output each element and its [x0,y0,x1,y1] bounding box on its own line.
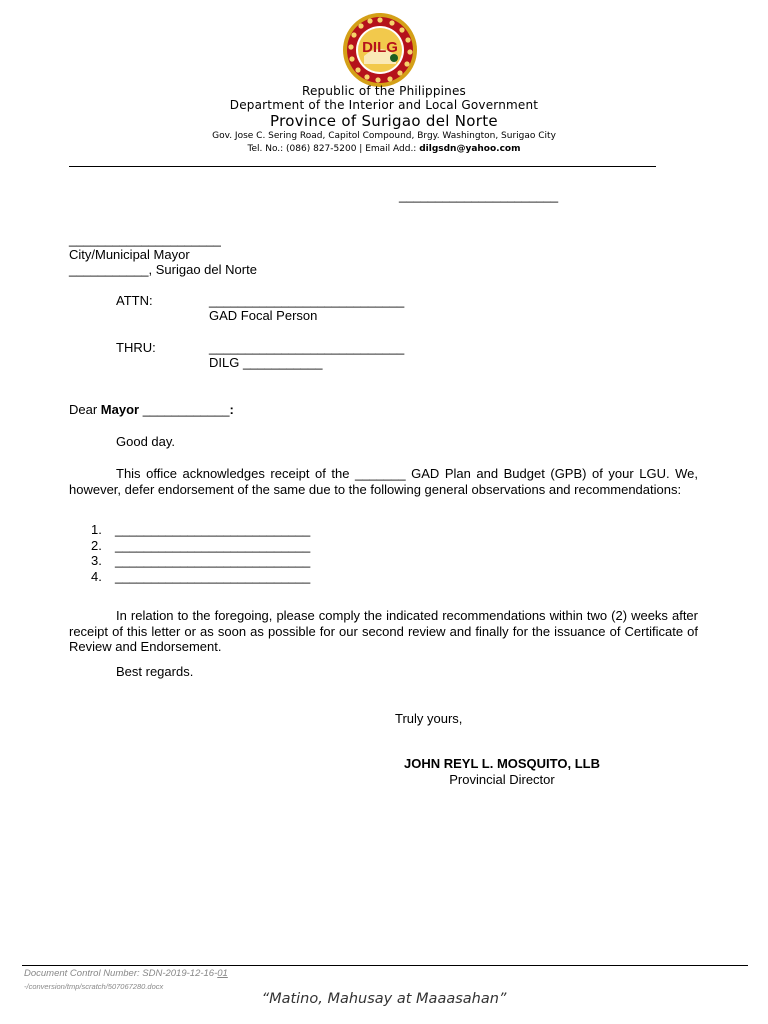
list-blank: ___________________________ [115,537,311,553]
date-blank: ______________________ [399,188,559,203]
attn-label: ATTN: [116,293,153,308]
salutation-prefix: Dear [69,402,101,417]
signatory-name: JOHN REYL L. MOSQUITO, LLB [404,756,600,771]
department-line: Department of the Interior and Local Government [229,98,539,112]
attn-role: GAD Focal Person [209,308,318,323]
control-label: Document Control Number: SDN-2019-12-16- [24,968,218,979]
thru-label: THRU: [116,340,156,355]
salutation-colon: : [229,402,234,417]
republic-line: Republic of the Philippines [301,84,467,98]
list-number: 3. [91,553,102,568]
list-number: 4. [91,568,102,584]
recommendations-list [91,522,310,584]
list-item [91,569,310,585]
motto: “Matino, Mahusay at Maaasahan” [261,991,507,1007]
paragraph-compliance [69,608,698,655]
dilg-seal-logo [342,12,418,88]
attn-blank: ___________________________ [209,293,405,308]
list-item [91,522,310,538]
paragraph-compliance-text: In relation to the foregoing, please comply the indicated recommendations within two (2) weeks after receipt of this letter or as soon as possible for our second review and finally for the issuance of Certificate of Review and Endorsement. [69,608,698,654]
list-item [91,553,310,569]
thru-blank: ___________________________ [209,340,405,355]
logo-text: DILG [362,39,398,56]
paragraph-receipt [69,466,698,497]
addressee-blank: _____________________ [69,232,221,247]
salutation-blank: ____________ [139,402,230,417]
list-blank: ___________________________ [115,568,311,584]
greeting: Good day. [116,434,176,449]
email-text: dilgsdn@yahoo.com [419,144,521,154]
list-blank: ___________________________ [115,553,311,568]
sign-off: Truly yours, [395,711,463,726]
list-item [91,538,310,554]
contact-line [0,144,768,154]
paragraph-receipt-text: This office acknowledges receipt of the _______ GAD Plan and Budget (GPB) of your LGU. We, however, defer endorsement of the same due to the following general observations and recommendations: [69,466,698,497]
thru-role: DILG ___________ [209,355,323,370]
salutation-mayor: Mayor [100,402,140,417]
list-number: 1. [91,522,102,537]
list-number: 2. [91,537,102,553]
closing: Best regards. [116,664,194,679]
file-path: -/conversion/tmp/scratch/507067280.docx [24,982,164,991]
salutation [69,402,234,417]
addressee-location: ___________, Surigao del Norte [69,262,257,277]
header-divider [69,166,656,167]
province-line: Province of Surigao del Norte [270,112,498,130]
document-control-number [24,968,228,979]
addressee-title: City/Municipal Mayor [69,247,190,262]
contact-text: Tel. No.: (086) 827-5200 | Email Add.: [247,144,420,154]
control-suffix: 01 [217,968,228,979]
signatory-title: Provincial Director [449,772,555,787]
list-blank: ___________________________ [115,522,311,537]
footer-divider [22,965,748,966]
address-line: Gov. Jose C. Sering Road, Capitol Compound, Brgy. Washington, Surigao City [212,131,556,141]
